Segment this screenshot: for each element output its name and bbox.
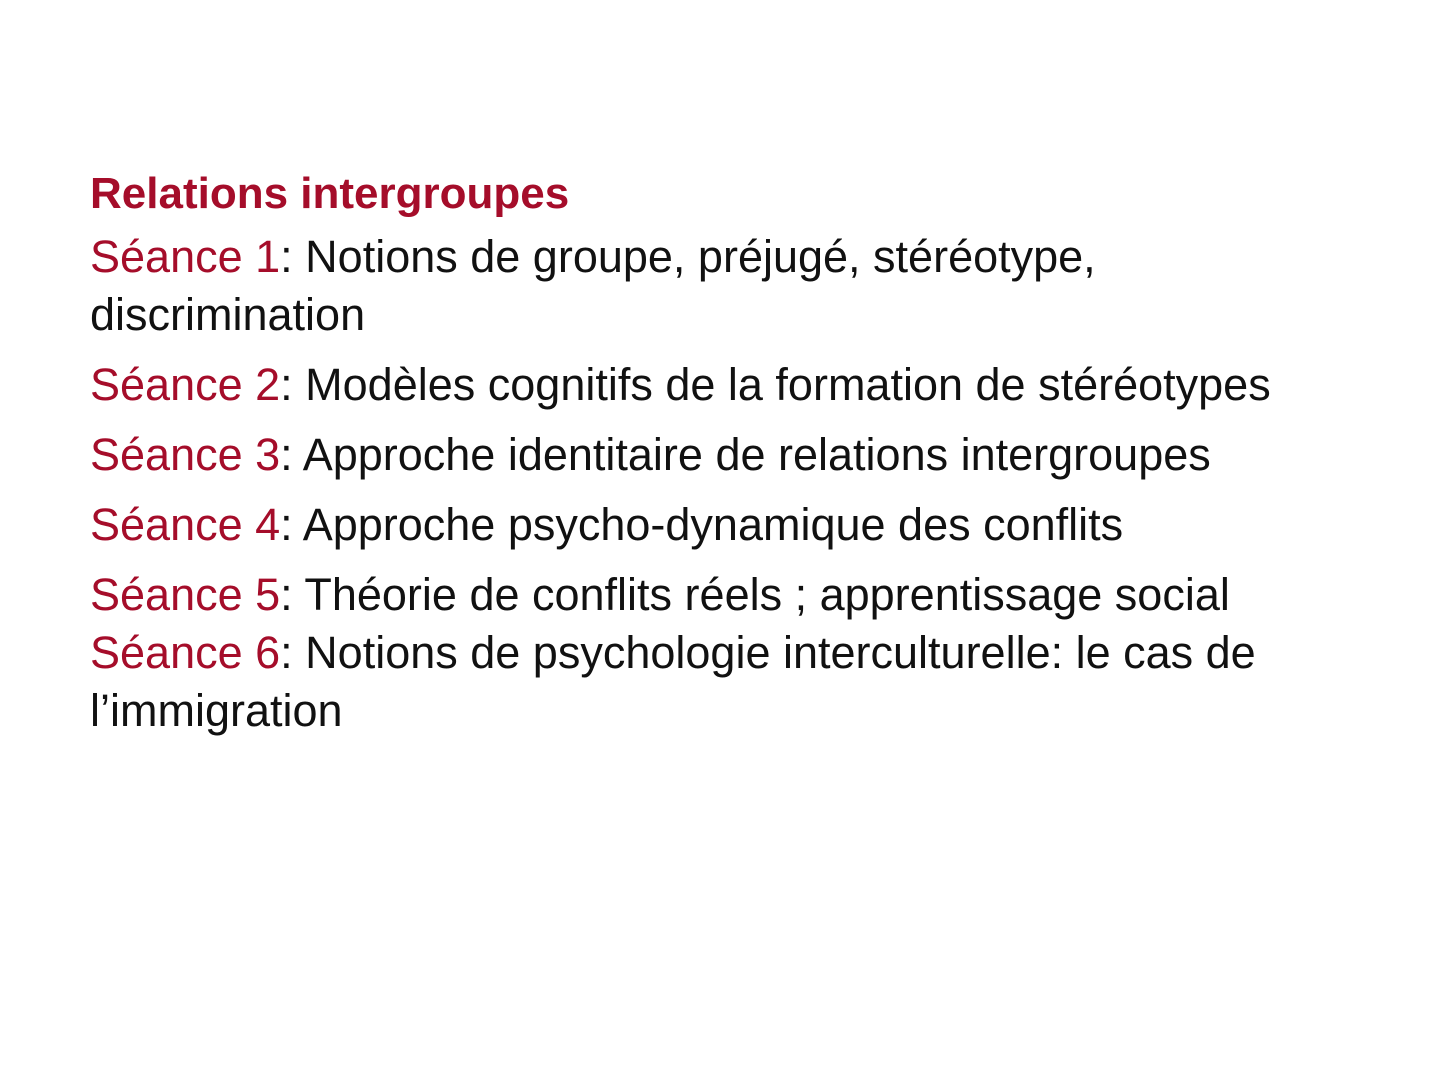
session-5-text: Théorie de conflits réels ; apprentissage social xyxy=(292,569,1230,620)
session-2-item xyxy=(90,356,1380,414)
session-6-label: Séance 6 xyxy=(90,627,281,678)
session-3-text: Approche identitaire de relations intergroupes xyxy=(292,429,1211,480)
session-6-colon: : xyxy=(280,627,293,678)
session-4-item xyxy=(90,496,1380,554)
session-4-colon: : xyxy=(280,499,293,550)
session-3-item xyxy=(90,426,1380,484)
session-6-text: Notions de psychologie interculturelle: le cas de l’immigration xyxy=(90,627,1256,736)
session-3-colon: : xyxy=(280,429,293,480)
session-1-label: Séance 1 xyxy=(90,231,281,282)
session-1-text: Notions de groupe, préjugé, stéréotype, discrimination xyxy=(90,231,1096,340)
session-4-label: Séance 4 xyxy=(90,499,281,550)
session-5-colon: : xyxy=(280,569,293,620)
session-2-text: Modèles cognitifs de la formation de stéréotypes xyxy=(292,359,1271,410)
session-1-item xyxy=(90,228,1380,344)
slide-content xyxy=(90,166,1380,752)
session-2-label: Séance 2 xyxy=(90,359,281,410)
session-4-text: Approche psycho-dynamique des conflits xyxy=(292,499,1124,550)
session-6-item xyxy=(90,624,1380,740)
session-2-colon: : xyxy=(280,359,293,410)
session-3-label: Séance 3 xyxy=(90,429,281,480)
session-5-item xyxy=(90,566,1380,624)
session-5-label: Séance 5 xyxy=(90,569,281,620)
session-1-colon: : xyxy=(280,231,293,282)
slide-title: Relations intergroupes xyxy=(90,169,570,218)
